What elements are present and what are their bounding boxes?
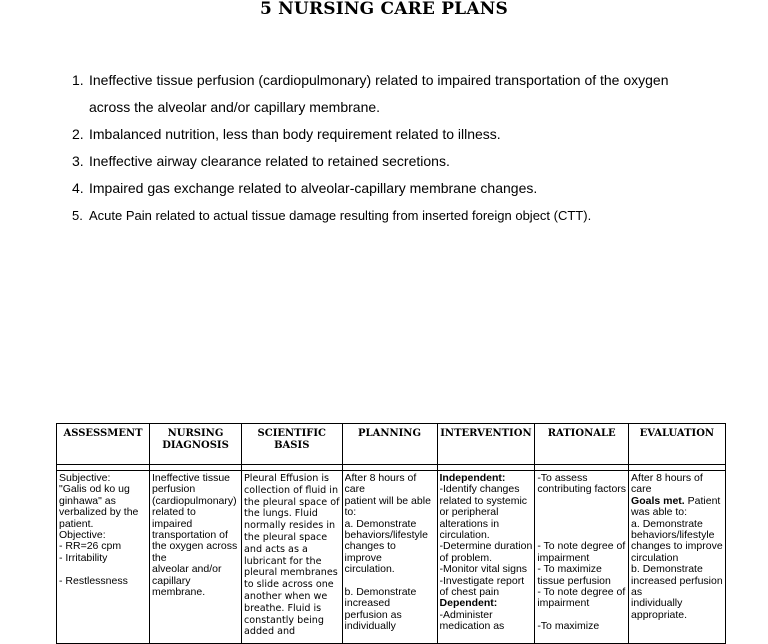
evaluation-goal-status: Goals met. xyxy=(631,494,685,507)
cell-line: ginhawa" as xyxy=(59,494,116,507)
cell-line: to: xyxy=(344,506,357,519)
cell-line: another when we xyxy=(244,590,328,602)
cell-line xyxy=(537,507,626,518)
cell-line: of problem. xyxy=(439,551,493,564)
cell-line: After 8 hours of xyxy=(344,473,417,484)
list-text: Acute Pain related to actual tissue damage resulting from inserted foreign object (CTT). xyxy=(89,208,592,223)
cell-line: the pleural space of xyxy=(244,496,340,508)
cell-intervention xyxy=(437,471,535,644)
cell-planning xyxy=(342,471,437,644)
list-item xyxy=(72,148,722,175)
cell-line: contributing factors xyxy=(537,483,627,496)
cell-line: the oxygen across xyxy=(152,540,238,553)
cell-line: individually xyxy=(631,597,683,610)
cell-line: a. Demonstrate xyxy=(344,517,417,530)
list-number: 2. xyxy=(72,126,84,142)
list-number: 1. xyxy=(72,72,84,88)
list-number: 5. xyxy=(72,208,83,223)
cell-line: increased perfusion xyxy=(631,574,723,587)
header-intervention: INTERVENTION xyxy=(437,424,535,465)
cell-line: - To maximize xyxy=(537,563,602,576)
cell-line: Subjective: xyxy=(59,473,111,484)
list-item xyxy=(72,67,722,121)
list-item xyxy=(72,121,722,148)
cell-line: or peripheral xyxy=(439,506,499,519)
cell-line: Ineffective tissue xyxy=(152,473,231,484)
header-nursing-diagnosis: NURSING DIAGNOSIS xyxy=(150,424,242,465)
cell-line: related to xyxy=(152,506,196,519)
table-row xyxy=(57,471,726,644)
header-rationale: RATIONALE xyxy=(535,424,629,465)
cell-line: -Determine duration xyxy=(439,540,533,553)
cell-scientific-basis xyxy=(242,471,343,644)
cell-line xyxy=(537,519,626,530)
cell-line: b. Demonstrate xyxy=(344,586,417,599)
list-text: Ineffective airway clearance related to retained secretions. xyxy=(89,153,450,169)
list-item xyxy=(72,175,722,202)
header-planning: PLANNING xyxy=(342,424,437,465)
cell-line: care xyxy=(344,483,365,496)
cell-rationale xyxy=(535,471,629,644)
cell-line: as xyxy=(631,586,643,599)
cell-line: tissue perfusion xyxy=(537,574,611,587)
cell-line: circulation. xyxy=(439,529,490,542)
cell-line: and acts as a xyxy=(244,543,308,555)
list-text: Ineffective tissue perfusion (cardiopulmonary) related to impaired transportation of the oxygen xyxy=(89,72,669,88)
cell-line: circulation xyxy=(631,551,679,564)
list-item xyxy=(72,202,722,229)
cell-line: pleural membranes xyxy=(244,567,338,579)
page-title: 5 NURSING CARE PLANS xyxy=(260,0,508,19)
cell-line: a. Demonstrate xyxy=(631,517,703,530)
cell-line: constantly being xyxy=(244,614,324,626)
cell-line: the xyxy=(152,551,167,564)
header-scientific-basis: SCIENTIFIC BASIS xyxy=(242,424,343,465)
cell-line: changes to xyxy=(344,540,396,553)
cell-line: the lungs. Fluid xyxy=(244,508,318,520)
cell-line: -To assess xyxy=(537,473,588,484)
table-header-row xyxy=(57,424,726,465)
list-number: 3. xyxy=(72,153,84,169)
cell-line: impaired xyxy=(152,517,193,530)
list-number: 4. xyxy=(72,180,84,196)
header-evaluation: EVALUATION xyxy=(629,424,726,465)
cell-line: collection of fluid in xyxy=(244,484,339,496)
cell-line: individually xyxy=(344,620,396,633)
care-plan-list xyxy=(72,67,722,229)
cell-line: alveolar and/or xyxy=(152,563,222,576)
cell-line: -Investigate report xyxy=(439,574,525,587)
cell-line: -Identify changes xyxy=(439,483,520,496)
list-text: Impaired gas exchange related to alveolar-capillary membrane changes. xyxy=(89,180,538,196)
cell-line: behaviors/lifestyle xyxy=(631,529,715,542)
cell-line: -Monitor vital signs xyxy=(439,563,528,576)
cell-line: patient will be able xyxy=(344,494,431,507)
cell-line: b. Demonstrate xyxy=(631,563,703,576)
list-text: Imbalanced nutrition, less than body requirement related to illness. xyxy=(89,126,501,142)
cell-line: was able to: xyxy=(631,506,688,519)
cell-line: related to systemic xyxy=(439,494,528,507)
cell-line: - Irritability xyxy=(59,551,108,564)
cell-line xyxy=(59,564,147,575)
cell-line: added and xyxy=(244,626,296,638)
cell-assessment xyxy=(57,471,150,644)
cell-line: impairment xyxy=(537,551,590,564)
cell-line: impairment xyxy=(537,597,590,610)
cell-line: capillary xyxy=(152,574,191,587)
intervention-dependent-heading: Dependent: xyxy=(439,597,498,610)
cell-line xyxy=(537,496,626,507)
cell-line: breathe. Fluid is xyxy=(244,602,322,614)
header-assessment: ASSESSMENT xyxy=(57,424,150,465)
cell-evaluation: After 8 hours of care Goals met. Patient was able to: a. Demonstrate behaviors/lifestyle changes to improve circulation b. Demonstrate increased perfusion as individually appropriate. xyxy=(629,471,726,644)
cell-line: verbalized by the xyxy=(59,506,139,519)
cell-line: to slide across one xyxy=(244,579,334,591)
cell-line: - To note degree of xyxy=(537,540,626,553)
cell-line: medication as xyxy=(439,620,505,633)
cell-line: -Administer xyxy=(439,608,493,621)
cell-line: - Restlessness xyxy=(59,574,128,587)
cell-line: care xyxy=(631,483,652,496)
cell-line: (cardiopulmonary) xyxy=(152,494,237,507)
cell-line: circulation. xyxy=(344,563,395,576)
cell-line: membrane. xyxy=(152,586,206,599)
cell-line: transportation of xyxy=(152,529,228,542)
cell-line: "Galis od ko ug xyxy=(59,483,130,496)
cell-line: -To maximize xyxy=(537,620,600,633)
cell-line: lubricant for the xyxy=(244,555,322,567)
intervention-independent-heading: Independent: xyxy=(439,473,506,484)
cell-line: - RR=26 cpm xyxy=(59,540,122,553)
cell-line: increased xyxy=(344,597,391,610)
cell-line: alterations in xyxy=(439,517,500,530)
cell-line: perfusion as xyxy=(344,608,402,621)
cell-line: After 8 hours of xyxy=(631,473,703,484)
cell-line: normally resides in xyxy=(244,520,336,532)
cell-line: patient. xyxy=(59,517,94,530)
cell-line: the pleural space xyxy=(244,531,328,543)
cell-nursing-diagnosis xyxy=(150,471,242,644)
care-plan-table xyxy=(56,423,726,644)
cell-line: Pleural Effusion is xyxy=(244,473,330,484)
cell-line: Objective: xyxy=(59,529,106,542)
cell-line: behaviors/lifestyle xyxy=(344,529,428,542)
cell-line: perfusion xyxy=(152,483,196,496)
cell-line: improve xyxy=(344,551,382,564)
cell-line: of chest pain xyxy=(439,586,500,599)
cell-line: changes to improve xyxy=(631,540,723,553)
cell-line: appropriate. xyxy=(631,608,688,621)
cell-line: - To note degree of xyxy=(537,586,626,599)
list-text: across the alveolar and/or capillary membrane. xyxy=(89,99,381,115)
